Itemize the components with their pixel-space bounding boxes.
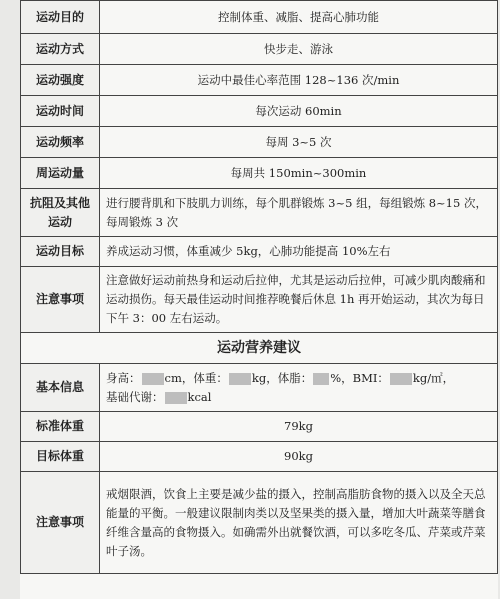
document-sheet xyxy=(20,0,498,599)
height-unit: cm，体重： xyxy=(164,370,228,385)
table-row xyxy=(21,65,498,96)
row-value: 每次运动 60min xyxy=(100,96,498,127)
row-value: 79kg xyxy=(100,412,498,442)
table-row xyxy=(21,267,498,333)
row-label: 注意事项 xyxy=(21,472,100,574)
bmi-unit: kg/㎡， xyxy=(412,370,455,385)
row-label: 运动频率 xyxy=(21,127,100,158)
table-row xyxy=(21,158,498,189)
row-label: 周运动量 xyxy=(21,158,100,189)
redacted-block xyxy=(142,373,164,385)
redacted-block xyxy=(229,373,251,385)
row-label: 基本信息 xyxy=(21,364,100,412)
row-value: 90kg xyxy=(100,442,498,472)
table-row xyxy=(21,472,498,574)
row-value: 每周 3~5 次 xyxy=(100,127,498,158)
table-row xyxy=(21,442,498,472)
row-label: 运动目的 xyxy=(21,1,100,34)
table-row xyxy=(21,127,498,158)
row-value: 运动中最佳心率范围 128~136 次/min xyxy=(100,65,498,96)
metabolism-label: 基础代谢： xyxy=(106,389,164,404)
exercise-plan-table xyxy=(20,0,498,574)
row-label: 目标体重 xyxy=(21,442,100,472)
metabolism-unit: kcal xyxy=(187,389,212,404)
row-label: 运动时间 xyxy=(21,96,100,127)
redacted-block xyxy=(165,392,187,404)
row-label: 标准体重 xyxy=(21,412,100,442)
table-row xyxy=(21,364,498,412)
row-label: 运动强度 xyxy=(21,65,100,96)
section-title: 运动营养建议 xyxy=(21,333,498,364)
row-label: 运动方式 xyxy=(21,34,100,65)
table-row xyxy=(21,237,498,267)
table-row xyxy=(21,412,498,442)
fat-unit: %，BMI： xyxy=(330,370,389,385)
row-value: 戒烟限酒，饮食上主要是减少盐的摄入，控制高脂肪食物的摄入以及全天总能量的平衡。一般建议限制肉类以及坚果类的摄入量，增加大叶蔬菜等膳食纤维含量高的食物摄入。如确需外出就餐饮酒，可以多吃冬瓜、芹菜或芹菜叶子汤。 xyxy=(100,472,498,574)
row-value: 每周共 150min~300min xyxy=(100,158,498,189)
row-label: 抗阻及其他运动 xyxy=(21,189,100,237)
table-row xyxy=(21,189,498,237)
section-header-row xyxy=(21,333,498,364)
row-value: 养成运动习惯，体重减少 5kg，心肺功能提高 10%左右 xyxy=(100,237,498,267)
table-row xyxy=(21,96,498,127)
table-row xyxy=(21,1,498,34)
basic-info-value xyxy=(100,364,498,412)
height-label: 身高： xyxy=(106,370,141,385)
redacted-block xyxy=(390,373,412,385)
row-value: 控制体重、减脂、提高心肺功能 xyxy=(100,1,498,34)
row-value: 进行腰背肌和下肢肌力训练，每个肌群锻炼 3~5 组，每组锻炼 8~15 次，每周锻炼 3 次 xyxy=(100,189,498,237)
row-value: 快步走、游泳 xyxy=(100,34,498,65)
weight-unit: kg，体脂： xyxy=(251,370,313,385)
row-label: 注意事项 xyxy=(21,267,100,333)
row-label: 运动目标 xyxy=(21,237,100,267)
row-value: 注意做好运动前热身和运动后拉伸，尤其是运动后拉伸，可减少肌肉酸痛和运动损伤。每天最佳运动时间推荐晚餐后休息 1h 再开始运动，其次为每日下午 3：00 左右运动。 xyxy=(100,267,498,333)
redacted-block xyxy=(313,373,329,385)
table-row xyxy=(21,34,498,65)
